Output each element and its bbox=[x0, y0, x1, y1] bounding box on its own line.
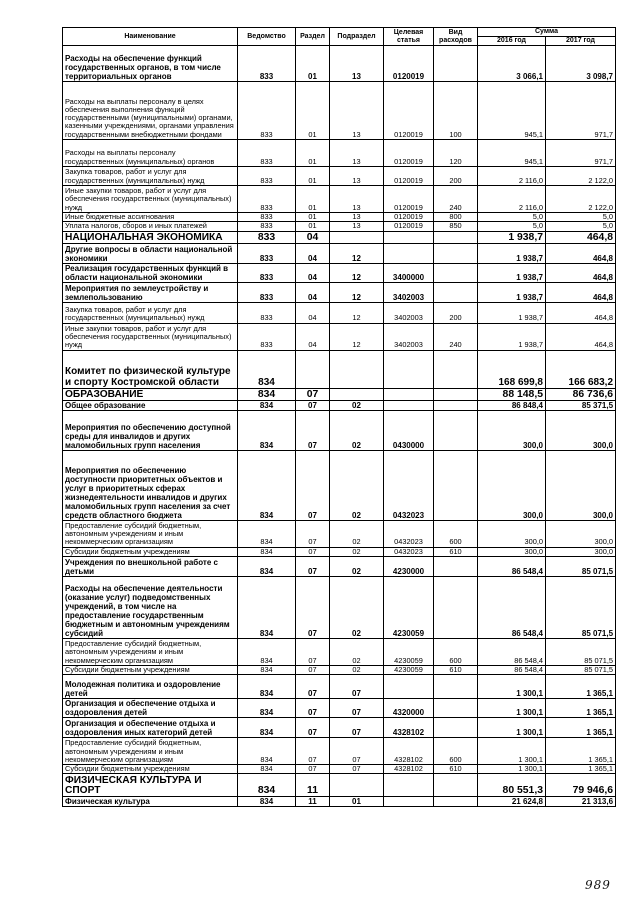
table-row bbox=[63, 140, 616, 167]
cell-razdel: 01 bbox=[296, 167, 330, 186]
cell-sum-2016: 1 300,1 bbox=[478, 718, 546, 738]
cell-vedomstvo: 833 bbox=[238, 231, 296, 243]
cell-sum-2016: 1 300,1 bbox=[478, 675, 546, 699]
cell-sum-2017: 85 071,5 bbox=[546, 556, 616, 576]
cell-name: Учреждения по внешкольной работе с детьми bbox=[63, 556, 238, 576]
table-row bbox=[63, 665, 616, 674]
cell-vid bbox=[434, 400, 478, 410]
cell-vedomstvo: 834 bbox=[238, 450, 296, 520]
cell-celevaya: 0120019 bbox=[384, 46, 434, 82]
cell-name: Уплата налогов, сборов и иных платежей bbox=[63, 222, 238, 231]
cell-sum-2017: 300,0 bbox=[546, 450, 616, 520]
table-body bbox=[63, 46, 616, 807]
budget-table bbox=[62, 27, 616, 807]
cell-podrazdel: 02 bbox=[330, 520, 384, 547]
cell-podrazdel: 12 bbox=[330, 263, 384, 282]
table-row bbox=[63, 520, 616, 547]
cell-vid: 100 bbox=[434, 82, 478, 140]
cell-celevaya: 3402003 bbox=[384, 323, 434, 350]
cell-sum-2017: 166 683,2 bbox=[546, 350, 616, 388]
header-year-2016: 2016 год bbox=[478, 37, 546, 46]
cell-name: Расходы на обеспечение деятельности (оказание услуг) подведомственных учреждений, в том числе на предоставление государственным бюджетным и автономным учреждениям субсидий bbox=[63, 576, 238, 638]
table-row bbox=[63, 323, 616, 350]
cell-sum-2016: 300,0 bbox=[478, 410, 546, 450]
cell-vedomstvo: 834 bbox=[238, 410, 296, 450]
cell-podrazdel: 13 bbox=[330, 167, 384, 186]
cell-vedomstvo: 834 bbox=[238, 638, 296, 665]
cell-name: Комитет по физической культуре и спорту Костромской области bbox=[63, 350, 238, 388]
cell-sum-2016: 300,0 bbox=[478, 520, 546, 547]
cell-podrazdel: 13 bbox=[330, 140, 384, 167]
cell-sum-2017: 21 313,6 bbox=[546, 797, 616, 807]
cell-name: Иные закупки товаров, работ и услуг для обеспечения государственных (муниципальных) нужд bbox=[63, 186, 238, 213]
table-row bbox=[63, 213, 616, 222]
cell-name: Закупка товаров, работ и услуг для государственных (муниципальных) нужд bbox=[63, 167, 238, 186]
cell-vedomstvo: 834 bbox=[238, 520, 296, 547]
cell-razdel: 07 bbox=[296, 638, 330, 665]
cell-sum-2017: 464,8 bbox=[546, 282, 616, 302]
table-row bbox=[63, 400, 616, 410]
cell-name: Мероприятия по землеустройству и землепользованию bbox=[63, 282, 238, 302]
cell-sum-2016: 2 116,0 bbox=[478, 167, 546, 186]
header-year-2017: 2017 год bbox=[546, 37, 616, 46]
cell-name: Субсидии бюджетным учреждениям bbox=[63, 765, 238, 774]
cell-sum-2016: 86 548,4 bbox=[478, 665, 546, 674]
cell-sum-2016: 1 938,7 bbox=[478, 302, 546, 323]
cell-name: Субсидии бюджетным учреждениям bbox=[63, 547, 238, 556]
header-vid: Вид расходов bbox=[434, 28, 478, 46]
cell-razdel: 01 bbox=[296, 213, 330, 222]
cell-sum-2017: 464,8 bbox=[546, 302, 616, 323]
cell-name: Физическая культура bbox=[63, 797, 238, 807]
table-row bbox=[63, 263, 616, 282]
cell-podrazdel: 02 bbox=[330, 665, 384, 674]
cell-vid: 600 bbox=[434, 520, 478, 547]
cell-podrazdel: 07 bbox=[330, 699, 384, 718]
cell-vid bbox=[434, 699, 478, 718]
cell-sum-2017: 464,8 bbox=[546, 263, 616, 282]
table-row bbox=[63, 718, 616, 738]
cell-razdel: 01 bbox=[296, 46, 330, 82]
table-row bbox=[63, 765, 616, 774]
cell-razdel: 04 bbox=[296, 263, 330, 282]
cell-sum-2016: 2 116,0 bbox=[478, 186, 546, 213]
header-razdel: Раздел bbox=[296, 28, 330, 46]
cell-vedomstvo: 834 bbox=[238, 400, 296, 410]
table-row bbox=[63, 167, 616, 186]
cell-vid bbox=[434, 46, 478, 82]
cell-podrazdel: 01 bbox=[330, 797, 384, 807]
header-summa: Сумма bbox=[478, 28, 616, 37]
cell-vedomstvo: 833 bbox=[238, 282, 296, 302]
cell-vid bbox=[434, 263, 478, 282]
cell-name: Предоставление субсидий бюджетным, автономным учреждениям и иным некоммерческим организациям bbox=[63, 738, 238, 765]
cell-sum-2016: 86 548,4 bbox=[478, 638, 546, 665]
table-row bbox=[63, 576, 616, 638]
cell-sum-2016: 1 300,1 bbox=[478, 765, 546, 774]
cell-name: Организация и обеспечение отдыха и оздоровления иных категорий детей bbox=[63, 718, 238, 738]
cell-podrazdel: 13 bbox=[330, 46, 384, 82]
cell-sum-2016: 945,1 bbox=[478, 82, 546, 140]
cell-celevaya: 4320000 bbox=[384, 699, 434, 718]
cell-razdel: 01 bbox=[296, 140, 330, 167]
cell-sum-2016: 300,0 bbox=[478, 450, 546, 520]
cell-vedomstvo: 834 bbox=[238, 388, 296, 400]
cell-name: Предоставление субсидий бюджетным, автономным учреждениям и иным некоммерческим организациям bbox=[63, 520, 238, 547]
cell-sum-2016: 168 699,8 bbox=[478, 350, 546, 388]
page-number: 989 bbox=[585, 878, 611, 892]
cell-vedomstvo: 834 bbox=[238, 547, 296, 556]
table-row bbox=[63, 222, 616, 231]
cell-vedomstvo: 833 bbox=[238, 323, 296, 350]
cell-vid bbox=[434, 450, 478, 520]
cell-razdel: 01 bbox=[296, 222, 330, 231]
cell-sum-2017: 1 365,1 bbox=[546, 718, 616, 738]
table-row bbox=[63, 547, 616, 556]
cell-vedomstvo: 834 bbox=[238, 765, 296, 774]
cell-celevaya: 4230059 bbox=[384, 638, 434, 665]
cell-vid: 120 bbox=[434, 140, 478, 167]
cell-vedomstvo: 833 bbox=[238, 167, 296, 186]
cell-vedomstvo: 833 bbox=[238, 222, 296, 231]
cell-celevaya bbox=[384, 400, 434, 410]
cell-sum-2016: 1 938,7 bbox=[478, 263, 546, 282]
cell-celevaya: 4230000 bbox=[384, 556, 434, 576]
header-podrazdel: Подраздел bbox=[330, 28, 384, 46]
cell-sum-2017: 86 736,6 bbox=[546, 388, 616, 400]
cell-podrazdel: 13 bbox=[330, 222, 384, 231]
cell-vid bbox=[434, 556, 478, 576]
cell-vedomstvo: 834 bbox=[238, 774, 296, 797]
cell-vedomstvo: 833 bbox=[238, 263, 296, 282]
cell-vid bbox=[434, 282, 478, 302]
cell-sum-2017: 1 365,1 bbox=[546, 765, 616, 774]
cell-sum-2017: 85 071,5 bbox=[546, 638, 616, 665]
cell-sum-2017: 971,7 bbox=[546, 82, 616, 140]
cell-sum-2016: 945,1 bbox=[478, 140, 546, 167]
cell-celevaya: 4328102 bbox=[384, 765, 434, 774]
cell-vid: 200 bbox=[434, 302, 478, 323]
cell-name: Расходы на выплаты персоналу в целях обеспечения выполнения функций государственными (муниципальными) органами, казенными учреждениями, органами управления государственными внебюджетными фондами bbox=[63, 82, 238, 140]
cell-sum-2016: 1 938,7 bbox=[478, 282, 546, 302]
cell-celevaya: 4230059 bbox=[384, 576, 434, 638]
cell-vid: 610 bbox=[434, 765, 478, 774]
table-row bbox=[63, 774, 616, 797]
cell-vid: 610 bbox=[434, 665, 478, 674]
cell-podrazdel: 02 bbox=[330, 450, 384, 520]
cell-sum-2017: 464,8 bbox=[546, 323, 616, 350]
cell-celevaya: 0120019 bbox=[384, 167, 434, 186]
cell-vedomstvo: 833 bbox=[238, 82, 296, 140]
cell-sum-2017: 85 371,5 bbox=[546, 400, 616, 410]
cell-celevaya: 3402003 bbox=[384, 282, 434, 302]
cell-vedomstvo: 833 bbox=[238, 302, 296, 323]
cell-vid: 800 bbox=[434, 213, 478, 222]
table-row bbox=[63, 350, 616, 388]
cell-podrazdel: 02 bbox=[330, 547, 384, 556]
cell-podrazdel bbox=[330, 231, 384, 243]
cell-sum-2016: 5,0 bbox=[478, 213, 546, 222]
cell-name: Расходы на обеспечение функций государственных органов, в том числе территориальных органов bbox=[63, 46, 238, 82]
cell-vid bbox=[434, 774, 478, 797]
cell-sum-2017: 85 071,5 bbox=[546, 665, 616, 674]
cell-name: ОБРАЗОВАНИЕ bbox=[63, 388, 238, 400]
table-row bbox=[63, 388, 616, 400]
cell-podrazdel bbox=[330, 774, 384, 797]
cell-sum-2016: 86 548,4 bbox=[478, 556, 546, 576]
cell-name: Мероприятия по обеспечению доступной среды для инвалидов и других маломобильных групп населения bbox=[63, 410, 238, 450]
cell-sum-2017: 300,0 bbox=[546, 547, 616, 556]
cell-celevaya: 0432023 bbox=[384, 520, 434, 547]
cell-razdel: 04 bbox=[296, 302, 330, 323]
cell-razdel: 07 bbox=[296, 520, 330, 547]
cell-celevaya bbox=[384, 243, 434, 263]
cell-podrazdel bbox=[330, 388, 384, 400]
cell-name: Предоставление субсидий бюджетным, автономным учреждениям и иным некоммерческим организациям bbox=[63, 638, 238, 665]
header-celevaya: Целевая статья bbox=[384, 28, 434, 46]
cell-sum-2017: 300,0 bbox=[546, 520, 616, 547]
cell-razdel: 11 bbox=[296, 774, 330, 797]
cell-razdel: 07 bbox=[296, 576, 330, 638]
cell-sum-2017: 5,0 bbox=[546, 213, 616, 222]
cell-vid bbox=[434, 718, 478, 738]
table-row bbox=[63, 450, 616, 520]
cell-sum-2016: 86 548,4 bbox=[478, 576, 546, 638]
cell-celevaya bbox=[384, 774, 434, 797]
cell-vedomstvo: 833 bbox=[238, 186, 296, 213]
cell-vedomstvo: 833 bbox=[238, 140, 296, 167]
cell-celevaya: 0120019 bbox=[384, 140, 434, 167]
cell-celevaya bbox=[384, 388, 434, 400]
cell-vid bbox=[434, 243, 478, 263]
cell-vid: 240 bbox=[434, 186, 478, 213]
cell-vedomstvo: 833 bbox=[238, 213, 296, 222]
cell-razdel: 07 bbox=[296, 388, 330, 400]
cell-vid bbox=[434, 231, 478, 243]
cell-sum-2017: 464,8 bbox=[546, 231, 616, 243]
cell-vedomstvo: 834 bbox=[238, 556, 296, 576]
cell-razdel: 07 bbox=[296, 400, 330, 410]
cell-vid: 600 bbox=[434, 738, 478, 765]
cell-podrazdel: 02 bbox=[330, 556, 384, 576]
cell-razdel: 07 bbox=[296, 556, 330, 576]
cell-name: Иные закупки товаров, работ и услуг для обеспечения государственных (муниципальных) нужд bbox=[63, 323, 238, 350]
cell-vedomstvo: 833 bbox=[238, 46, 296, 82]
cell-sum-2017: 1 365,1 bbox=[546, 699, 616, 718]
cell-vedomstvo: 834 bbox=[238, 576, 296, 638]
cell-sum-2016: 86 848,4 bbox=[478, 400, 546, 410]
cell-celevaya: 4328102 bbox=[384, 718, 434, 738]
table-row bbox=[63, 186, 616, 213]
cell-celevaya: 0430000 bbox=[384, 410, 434, 450]
cell-vid bbox=[434, 410, 478, 450]
cell-vid bbox=[434, 350, 478, 388]
cell-vedomstvo: 834 bbox=[238, 738, 296, 765]
cell-razdel: 07 bbox=[296, 765, 330, 774]
cell-razdel: 07 bbox=[296, 675, 330, 699]
cell-sum-2016: 1 938,7 bbox=[478, 231, 546, 243]
cell-vid: 610 bbox=[434, 547, 478, 556]
cell-sum-2016: 1 938,7 bbox=[478, 323, 546, 350]
cell-razdel: 04 bbox=[296, 323, 330, 350]
cell-sum-2016: 5,0 bbox=[478, 222, 546, 231]
header-name: Наименование bbox=[63, 28, 238, 46]
cell-sum-2016: 3 066,1 bbox=[478, 46, 546, 82]
cell-podrazdel: 12 bbox=[330, 302, 384, 323]
cell-sum-2017: 971,7 bbox=[546, 140, 616, 167]
cell-vedomstvo: 834 bbox=[238, 797, 296, 807]
cell-name: ФИЗИЧЕСКАЯ КУЛЬТУРА И СПОРТ bbox=[63, 774, 238, 797]
cell-name: Мероприятия по обеспечению доступности приоритетных объектов и услуг в приоритетных сферах жизнедеятельности инвалидов и других маломобильных групп населения за счет средств областного бюджета bbox=[63, 450, 238, 520]
cell-podrazdel: 12 bbox=[330, 243, 384, 263]
cell-celevaya: 4230059 bbox=[384, 665, 434, 674]
cell-razdel: 07 bbox=[296, 738, 330, 765]
cell-sum-2017: 85 071,5 bbox=[546, 576, 616, 638]
cell-sum-2016: 300,0 bbox=[478, 547, 546, 556]
cell-name: Закупка товаров, работ и услуг для государственных (муниципальных) нужд bbox=[63, 302, 238, 323]
cell-razdel: 07 bbox=[296, 665, 330, 674]
table-row bbox=[63, 231, 616, 243]
cell-razdel: 07 bbox=[296, 450, 330, 520]
cell-celevaya: 4328102 bbox=[384, 738, 434, 765]
cell-sum-2017: 5,0 bbox=[546, 222, 616, 231]
cell-razdel bbox=[296, 350, 330, 388]
cell-celevaya: 0120019 bbox=[384, 82, 434, 140]
cell-razdel: 07 bbox=[296, 410, 330, 450]
cell-celevaya: 0120019 bbox=[384, 213, 434, 222]
cell-vid bbox=[434, 576, 478, 638]
table-row bbox=[63, 46, 616, 82]
table-row bbox=[63, 556, 616, 576]
cell-name: Иные бюджетные ассигнования bbox=[63, 213, 238, 222]
cell-name: Другие вопросы в области национальной экономики bbox=[63, 243, 238, 263]
cell-razdel: 11 bbox=[296, 797, 330, 807]
table-row bbox=[63, 282, 616, 302]
table-row bbox=[63, 410, 616, 450]
cell-sum-2017: 2 122,0 bbox=[546, 186, 616, 213]
table-row bbox=[63, 699, 616, 718]
cell-razdel: 01 bbox=[296, 186, 330, 213]
cell-vid: 850 bbox=[434, 222, 478, 231]
cell-name: НАЦИОНАЛЬНАЯ ЭКОНОМИКА bbox=[63, 231, 238, 243]
cell-podrazdel: 07 bbox=[330, 765, 384, 774]
cell-sum-2017: 2 122,0 bbox=[546, 167, 616, 186]
cell-vid bbox=[434, 388, 478, 400]
cell-vedomstvo: 834 bbox=[238, 665, 296, 674]
table-row bbox=[63, 243, 616, 263]
cell-sum-2016: 80 551,3 bbox=[478, 774, 546, 797]
cell-sum-2017: 3 098,7 bbox=[546, 46, 616, 82]
cell-celevaya bbox=[384, 350, 434, 388]
cell-vid: 240 bbox=[434, 323, 478, 350]
header-vedomstvo: Ведомство bbox=[238, 28, 296, 46]
cell-name: Субсидии бюджетным учреждениям bbox=[63, 665, 238, 674]
cell-name: Расходы на выплаты персоналу государственных (муниципальных) органов bbox=[63, 140, 238, 167]
cell-podrazdel: 02 bbox=[330, 638, 384, 665]
cell-sum-2017: 300,0 bbox=[546, 410, 616, 450]
cell-razdel: 07 bbox=[296, 699, 330, 718]
cell-celevaya bbox=[384, 231, 434, 243]
cell-podrazdel: 13 bbox=[330, 186, 384, 213]
cell-name: Реализация государственных функций в области национальной экономики bbox=[63, 263, 238, 282]
cell-podrazdel: 02 bbox=[330, 400, 384, 410]
cell-sum-2016: 88 148,5 bbox=[478, 388, 546, 400]
cell-celevaya: 0120019 bbox=[384, 186, 434, 213]
cell-vedomstvo: 833 bbox=[238, 243, 296, 263]
table-row bbox=[63, 302, 616, 323]
cell-sum-2016: 1 300,1 bbox=[478, 738, 546, 765]
cell-vedomstvo: 834 bbox=[238, 350, 296, 388]
cell-vid: 200 bbox=[434, 167, 478, 186]
cell-razdel: 04 bbox=[296, 282, 330, 302]
cell-podrazdel: 07 bbox=[330, 718, 384, 738]
cell-celevaya bbox=[384, 797, 434, 807]
cell-razdel: 04 bbox=[296, 231, 330, 243]
cell-vid: 600 bbox=[434, 638, 478, 665]
cell-celevaya: 0432023 bbox=[384, 450, 434, 520]
cell-razdel: 07 bbox=[296, 718, 330, 738]
table-row bbox=[63, 675, 616, 699]
cell-sum-2017: 79 946,6 bbox=[546, 774, 616, 797]
cell-sum-2017: 1 365,1 bbox=[546, 738, 616, 765]
cell-podrazdel: 12 bbox=[330, 282, 384, 302]
cell-name: Общее образование bbox=[63, 400, 238, 410]
cell-podrazdel bbox=[330, 350, 384, 388]
cell-vid bbox=[434, 797, 478, 807]
cell-razdel: 04 bbox=[296, 243, 330, 263]
table-row bbox=[63, 638, 616, 665]
cell-vedomstvo: 834 bbox=[238, 699, 296, 718]
cell-podrazdel: 13 bbox=[330, 213, 384, 222]
cell-sum-2017: 1 365,1 bbox=[546, 675, 616, 699]
cell-vid bbox=[434, 675, 478, 699]
table-row bbox=[63, 797, 616, 807]
cell-vedomstvo: 834 bbox=[238, 675, 296, 699]
cell-name: Молодежная политика и оздоровление детей bbox=[63, 675, 238, 699]
cell-name: Организация и обеспечение отдыха и оздоровления детей bbox=[63, 699, 238, 718]
cell-podrazdel: 02 bbox=[330, 576, 384, 638]
cell-podrazdel: 02 bbox=[330, 410, 384, 450]
cell-razdel: 07 bbox=[296, 547, 330, 556]
cell-podrazdel: 07 bbox=[330, 738, 384, 765]
cell-celevaya: 0120019 bbox=[384, 222, 434, 231]
cell-podrazdel: 07 bbox=[330, 675, 384, 699]
cell-celevaya: 0432023 bbox=[384, 547, 434, 556]
cell-vedomstvo: 834 bbox=[238, 718, 296, 738]
cell-sum-2016: 1 938,7 bbox=[478, 243, 546, 263]
table-row bbox=[63, 82, 616, 140]
cell-celevaya: 3402003 bbox=[384, 302, 434, 323]
cell-podrazdel: 13 bbox=[330, 82, 384, 140]
cell-sum-2016: 21 624,8 bbox=[478, 797, 546, 807]
cell-sum-2016: 1 300,1 bbox=[478, 699, 546, 718]
cell-razdel: 01 bbox=[296, 82, 330, 140]
cell-celevaya: 3400000 bbox=[384, 263, 434, 282]
cell-sum-2017: 464,8 bbox=[546, 243, 616, 263]
cell-celevaya bbox=[384, 675, 434, 699]
table-row bbox=[63, 738, 616, 765]
cell-podrazdel: 12 bbox=[330, 323, 384, 350]
